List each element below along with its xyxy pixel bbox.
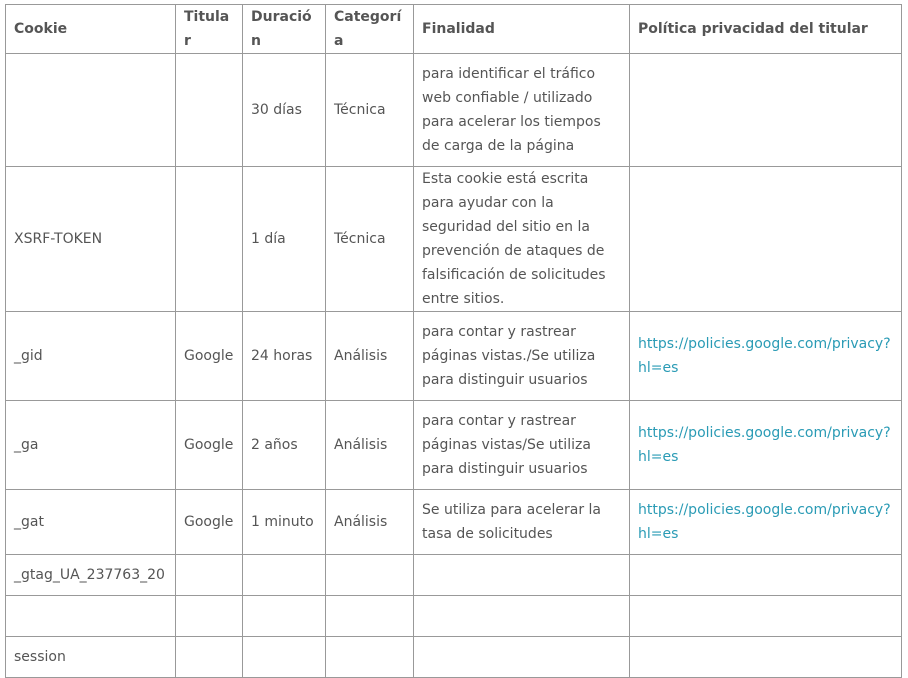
cell-cookie: session: [6, 637, 176, 678]
header-finalidad: Finalidad: [414, 5, 630, 54]
cell-finalidad: [414, 555, 630, 596]
table-row: [6, 54, 902, 167]
header-row: [6, 5, 902, 54]
cell-titular: Google: [176, 401, 243, 490]
table-row: [6, 312, 902, 401]
table-body: [6, 54, 902, 678]
cell-politica: [630, 490, 902, 555]
cell-finalidad: para contar y rastrear páginas vistas/Se utiliza para distinguir usuarios: [414, 401, 630, 490]
header-duracion: Duración: [243, 5, 326, 54]
cell-titular: Google: [176, 312, 243, 401]
cell-politica: [630, 54, 902, 167]
table-row: [6, 167, 902, 312]
cell-duracion: [243, 596, 326, 637]
cell-duracion: 1 minuto: [243, 490, 326, 555]
cell-categoria: [326, 637, 414, 678]
privacy-policy-link[interactable]: https://policies.google.com/privacy?hl=es: [638, 336, 891, 376]
cell-politica: [630, 312, 902, 401]
cell-titular: [176, 54, 243, 167]
cell-titular: [176, 167, 243, 312]
table-header: [6, 5, 902, 54]
cell-finalidad: Se utiliza para acelerar la tasa de solicitudes: [414, 490, 630, 555]
cell-categoria: Análisis: [326, 401, 414, 490]
privacy-policy-link[interactable]: https://policies.google.com/privacy?hl=es: [638, 425, 891, 465]
cell-categoria: Análisis: [326, 490, 414, 555]
cell-politica: [630, 555, 902, 596]
table-row: [6, 637, 902, 678]
cell-finalidad: [414, 637, 630, 678]
cell-cookie: [6, 54, 176, 167]
cell-duracion: 30 días: [243, 54, 326, 167]
header-politica: Política privacidad del titular: [630, 5, 902, 54]
cell-titular: Google: [176, 490, 243, 555]
cell-titular: [176, 637, 243, 678]
table-row: [6, 401, 902, 490]
cell-politica: [630, 596, 902, 637]
cookie-table: [5, 4, 902, 678]
cookie-table-container: [5, 4, 902, 678]
cell-duracion: [243, 555, 326, 596]
table-row: [6, 596, 902, 637]
header-cookie: Cookie: [6, 5, 176, 54]
cell-cookie: _gid: [6, 312, 176, 401]
cell-categoria: Técnica: [326, 167, 414, 312]
cell-politica: [630, 167, 902, 312]
cell-duracion: [243, 637, 326, 678]
cell-cookie: _gat: [6, 490, 176, 555]
cell-cookie: [6, 596, 176, 637]
cell-duracion: 24 horas: [243, 312, 326, 401]
cell-finalidad: para contar y rastrear páginas vistas./Se utiliza para distinguir usuarios: [414, 312, 630, 401]
table-row: [6, 555, 902, 596]
header-titular: Titular: [176, 5, 243, 54]
cell-categoria: [326, 555, 414, 596]
cell-politica: [630, 637, 902, 678]
cell-finalidad: Esta cookie está escrita para ayudar con la seguridad del sitio en la prevención de ataques de falsificación de solicitudes entre sitios.: [414, 167, 630, 312]
cell-categoria: Análisis: [326, 312, 414, 401]
privacy-policy-link[interactable]: https://policies.google.com/privacy?hl=es: [638, 502, 891, 542]
cell-duracion: 2 años: [243, 401, 326, 490]
cell-titular: [176, 555, 243, 596]
header-categoria: Categoría: [326, 5, 414, 54]
cell-duracion: 1 día: [243, 167, 326, 312]
table-row: [6, 490, 902, 555]
cell-cookie: _gtag_UA_237763_20: [6, 555, 176, 596]
cell-finalidad: para identificar el tráfico web confiable / utilizado para acelerar los tiempos de carga de la página: [414, 54, 630, 167]
cell-titular: [176, 596, 243, 637]
cell-finalidad: [414, 596, 630, 637]
cell-politica: [630, 401, 902, 490]
cell-cookie: _ga: [6, 401, 176, 490]
cell-categoria: [326, 596, 414, 637]
cell-cookie: XSRF-TOKEN: [6, 167, 176, 312]
cell-categoria: Técnica: [326, 54, 414, 167]
